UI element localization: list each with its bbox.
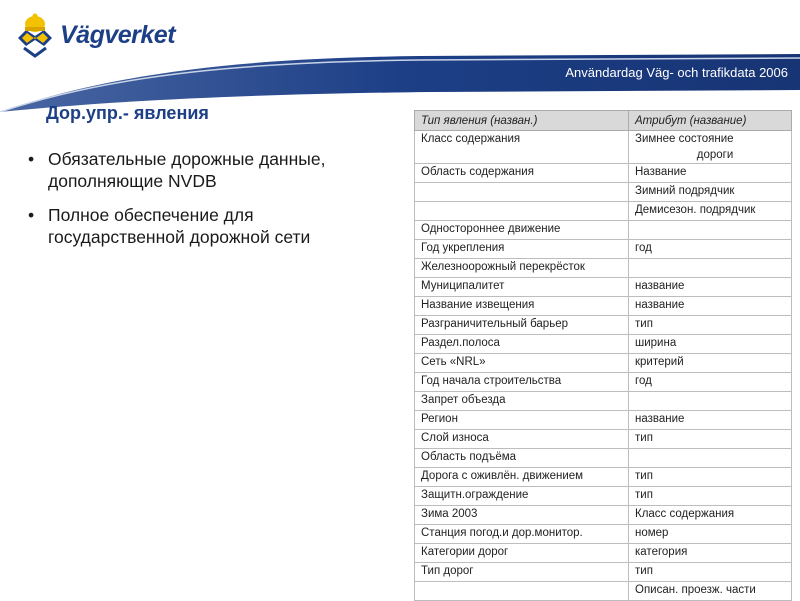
table-row: Раздел.полоса ширина <box>415 335 792 354</box>
table-row: Название извещения название <box>415 297 792 316</box>
table-row: Защитн.ограждение тип <box>415 487 792 506</box>
table-row: Категории дорог категория <box>415 544 792 563</box>
table-row: Описан. проезж. части <box>415 582 792 601</box>
bullet-icon: • <box>28 205 35 225</box>
table-row: Муниципалитет название <box>415 278 792 297</box>
table-row: Слой износа тип <box>415 430 792 449</box>
bullet-icon: • <box>28 149 35 169</box>
table-row: Год начала строительства год <box>415 373 792 392</box>
table-header-row <box>415 111 792 131</box>
banner-text: Användardag Väg- och trafikdata 2006 <box>565 65 788 80</box>
table-row: Железноорожный перекрёсток <box>415 259 792 278</box>
table-row: Демисезон. подрядчик <box>415 202 792 221</box>
table-row: Тип дорог тип <box>415 563 792 582</box>
table-row: Зима 2003 Класс содержания <box>415 506 792 525</box>
table-row: Одностороннее движение <box>415 221 792 240</box>
table-row: Регион название <box>415 411 792 430</box>
table-row: Область содержания Название <box>415 164 792 183</box>
table-row: Класс содержания Зимнее состояние дороги <box>415 131 792 164</box>
header-banner <box>0 0 800 112</box>
table-row: Разграничительный барьер тип <box>415 316 792 335</box>
table-row: Сеть «NRL» критерий <box>415 354 792 373</box>
table-row: Область подъёма <box>415 449 792 468</box>
logo-text: Vägverket <box>60 20 176 49</box>
table-row: Станция погод.и дор.монитор. номер <box>415 525 792 544</box>
page-title: Дор.упр.- явления <box>46 103 209 123</box>
table-row: Дорога с оживлён. движением тип <box>415 468 792 487</box>
bullet-list <box>28 148 388 260</box>
bullet-item: • Обязательные дорожные данные, дополняющие NVDB <box>28 149 326 191</box>
bullet-item: • Полное обеспечение для государственной дорожной сети <box>28 205 311 247</box>
column-header-attribute: Атрибут (название) <box>629 111 792 131</box>
table-row: Зимний подрядчик <box>415 183 792 202</box>
table-row: Год укрепления год <box>415 240 792 259</box>
column-header-type: Тип явления (назван.) <box>415 111 629 131</box>
attributes-table <box>414 110 792 601</box>
table-row: Запрет объезда <box>415 392 792 411</box>
